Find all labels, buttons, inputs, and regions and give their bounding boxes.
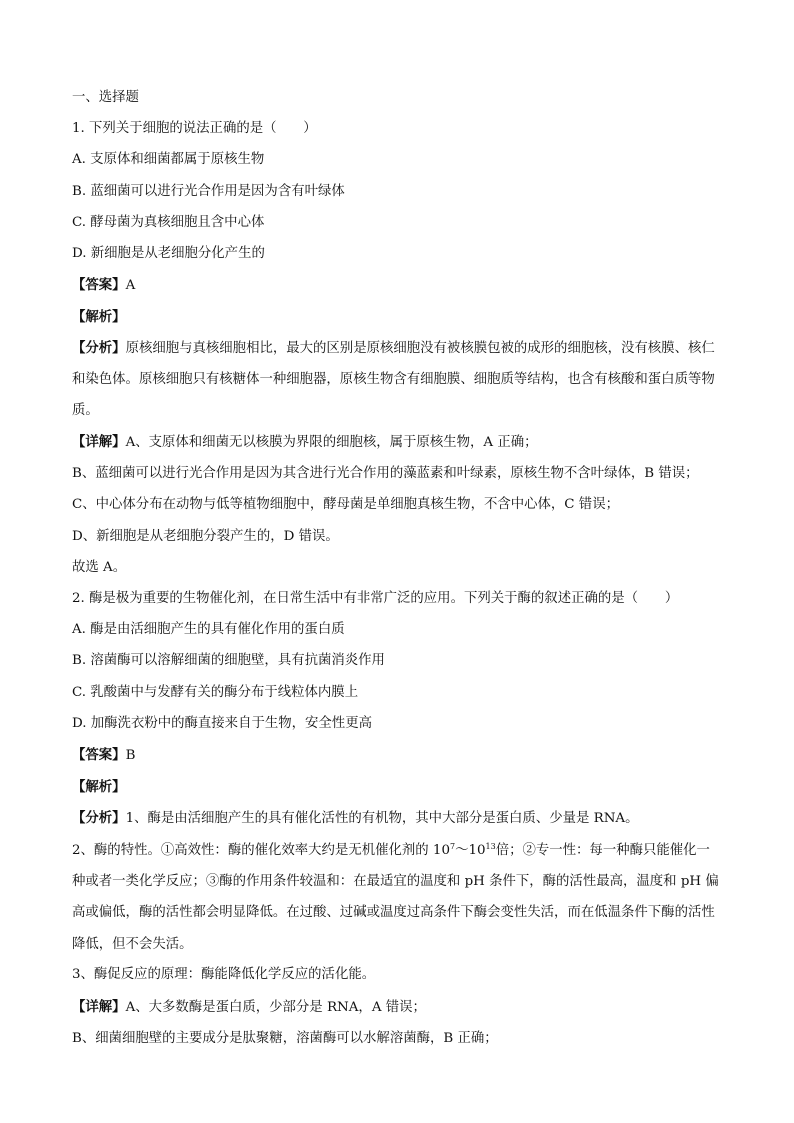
q2-answer [72,745,722,766]
q2-option-d: D. 加酶洗衣粉中的酶直接来自于生物，安全性更高 [72,715,372,731]
q2-detail-a [72,997,722,1018]
xiangjie-tag: 【详解】 [72,434,126,451]
section-title: 一、选择题 [72,90,139,105]
q2-fenxi-3: 3、酶促反应的原理：酶能降低化学反应的活化能。 [72,967,376,983]
q2-fenxi-2 [72,835,722,960]
q2-fenxi-1 [72,808,722,829]
q1-detail-a [72,432,722,453]
answer-tag: 【答案】 [72,277,126,294]
detail-text: A、支原体和细菌无以核膜为界限的细胞核，属于原核生物，A 正确； [125,435,538,451]
fenxi-2-part-c: 倍；②专一性：每一种酶只能催化一种或者一类化学反应；③酶的作用条件较温和：在最适宜的温度和 pH 条件下，酶的活性最高，温度和 pH 偏高或偏低，酶的活性都会明显降低。在过酸、过碱或温度过高条件下酶会变性失活，而在低温条件下酶的活性降低，但不会失活。 [72,842,719,952]
fenxi-tag: 【分析】 [72,339,126,356]
q1-option-a: A. 支原体和细菌都属于原核生物 [72,152,265,168]
fenxi-tag: 【分析】 [72,810,126,827]
q1-detail-c: C、中心体分布在动物与低等植物细胞中，酵母菌是单细胞真核生物，不含中心体，C 错误； [72,497,619,513]
q2-option-b: B. 溶菌酶可以溶解细菌的细胞壁，具有抗菌消炎作用 [72,653,385,669]
q2-detail-b: B、细菌细胞壁的主要成分是肽聚糖，溶菌酶可以水解溶菌酶，B 正确； [72,1030,498,1046]
q1-detail-b: B、蓝细菌可以进行光合作用是因为其含进行光合作用的藻蓝素和叶绿素，原核生物不含叶绿体，B 错误； [72,466,699,482]
q1-analysis-tag: 【解析】 [72,309,126,326]
fenxi-text: 1、酶是由活细胞产生的具有催化活性的有机物，其中大部分是蛋白质、少量是 RNA。 [125,811,639,827]
q1-conclusion: 故选 A。 [72,559,127,575]
exponent-13: 13 [485,841,496,851]
q1-detail-d: D、新细胞是从老细胞分裂产生的，D 错误。 [72,528,339,544]
q1-answer [72,275,722,296]
answer-tag: 【答案】 [72,746,126,763]
q1-option-d: D. 新细胞是从老细胞分化产生的 [72,245,265,261]
q2-option-c: C. 乳酸菌中与发酵有关的酶分布于线粒体内膜上 [72,684,359,700]
fenxi-2-part-a: 2、酶的特性。①高效性：酶的催化效率大约是无机催化剂的 10 [72,842,450,858]
answer-value: A [125,278,136,294]
q2-option-a: A. 酶是由活细胞产生的具有催化作用的蛋白质 [72,622,345,638]
q1-option-c: C. 酵母菌为真核细胞且含中心体 [72,214,265,230]
fenxi-2-part-b: ～10 [455,842,486,858]
document-page [72,88,722,1060]
xiangjie-tag: 【详解】 [72,998,126,1015]
q1-option-b: B. 蓝细菌可以进行光合作用是因为含有叶绿体 [72,183,345,199]
q1-fenxi [72,333,722,427]
q2-analysis-tag: 【解析】 [72,779,126,796]
detail-text: A、大多数酶是蛋白质，少部分是 RNA，A 错误； [125,999,426,1015]
exponent-7: 7 [449,841,456,851]
question-1-stem: 1. 下列关于细胞的说法正确的是（ ） [72,121,317,137]
question-2-stem: 2. 酶是极为重要的生物催化剂，在日常生活中有非常广泛的应用。下列关于酶的叙述正确的是（ ） [72,591,679,607]
fenxi-text: 原核细胞与真核细胞相比，最大的区别是原核细胞没有被核膜包被的成形的细胞核，没有核膜、核仁和染色体。原核细胞只有核糖体一种细胞器，原核生物含有细胞膜、细胞质等结构，也含有核酸和蛋白质等物质。 [72,340,715,419]
answer-value: B [125,747,136,763]
